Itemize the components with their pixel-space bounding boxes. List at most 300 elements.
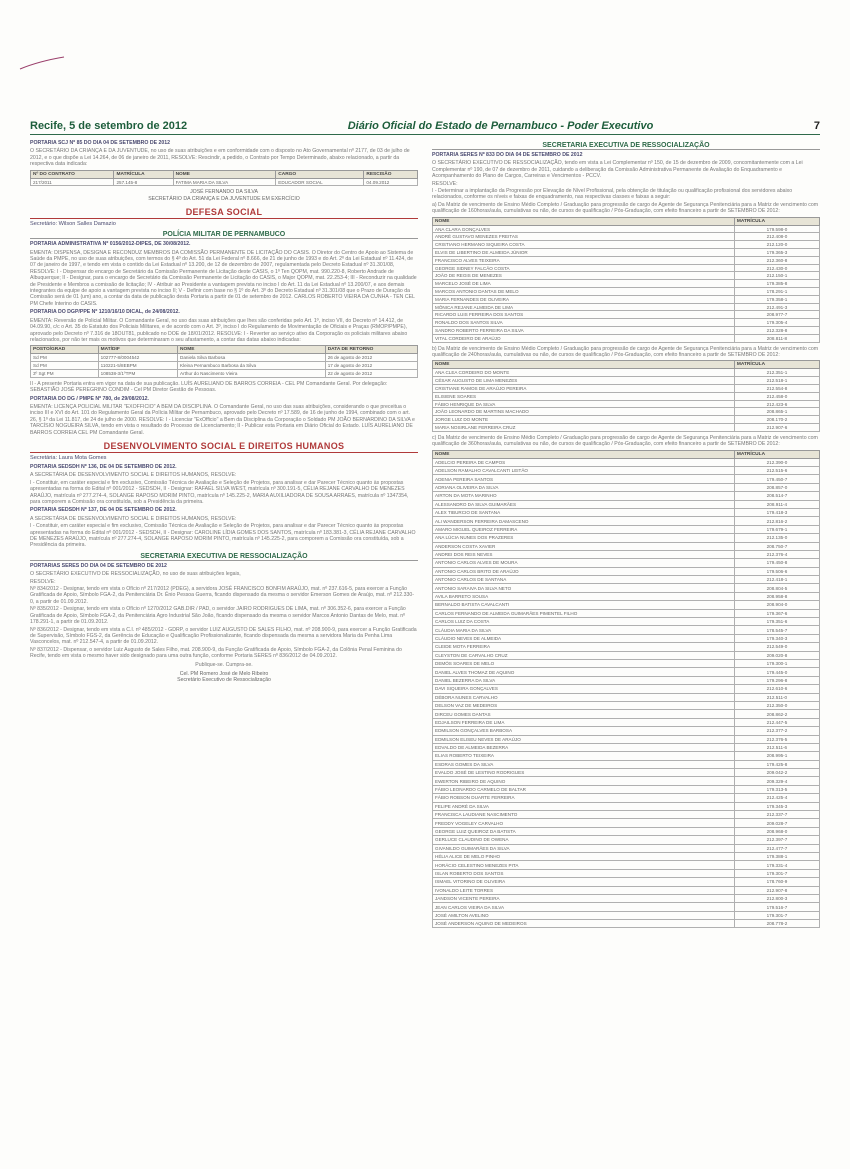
- name-cell: MARIA FERNANDES DE OLIVEIRA: [433, 295, 735, 303]
- matricula-cell: 212.816-2: [734, 517, 819, 525]
- name-cell: ELIAS ROBERTO TEIXEIRA: [433, 752, 735, 760]
- pm-header-return: DATA DE RETORNO: [325, 346, 417, 354]
- table-row: [433, 710, 820, 718]
- table-row: [433, 836, 820, 844]
- name-cell: ALESSANDRO DA SILVA GUIMARÃES: [433, 500, 735, 508]
- table-row: [433, 377, 820, 385]
- table-row: [433, 319, 820, 327]
- name-cell: JOÃO DE REGIS DE MENEZES: [433, 272, 735, 280]
- name-cell: JOSÉ AMILTON AVELINO: [433, 911, 735, 919]
- table-row: [433, 752, 820, 760]
- name-cell: AMARO MIGUEL QUEIROZ FERREIRA: [433, 525, 735, 533]
- table-row: [433, 559, 820, 567]
- table-row: [433, 643, 820, 651]
- page-header: [30, 120, 820, 135]
- portaria-body: EMENTA: Reversão de Policial Militar. O Comandante Geral, no uso das suas atribuições que lhes são conferidas pelo Art. 1º, inciso VII, do Decreto nº 14.412, de 04.09.90, c/c o Art. 35 do Estatuto dos Policiais Militares, e de acordo com o Art. 3º, inciso I do Regulamento de Movimentação de Oficiais e Praças (RMOP/PMPE), aprovado pelo Decreto nº 7.316 de 18OUT81, publicado no DOE de 18/01/2012. RESOLVE: I - Reverter ao serviço ativo da Corporação os policiais militares abaixo relacionados, por não ter mais os motivos que determinaram o seu afastamento, a contar das datas abaixo indicadas:: [30, 317, 408, 343]
- matricula-cell: 212.408-0: [734, 233, 819, 241]
- table-row: [433, 249, 820, 257]
- matricula-cell: 179.388-1: [734, 852, 819, 860]
- name-cell: JANDSON VICENTE PEREIRA: [433, 894, 735, 902]
- table-row: [433, 483, 820, 491]
- section-title-desenvolvimento-social: DESENVOLVIMENTO SOCIAL E DIREITOS HUMANOS: [30, 441, 418, 453]
- matricula-cell: 212.376-4: [734, 550, 819, 558]
- name-cell: ISMAEL VITORINO DE OLIVEIRA: [433, 878, 735, 886]
- matricula-cell: 209.020-8: [734, 651, 819, 659]
- table-row: [433, 272, 820, 280]
- table-row: [433, 424, 820, 432]
- name-cell: ANA LÚCIA NUNES DOS PRAZERES: [433, 534, 735, 542]
- matricula-cell: 179.358-1: [734, 295, 819, 303]
- name-cell: ANTONIO SARAIVA DA SILVA NETO: [433, 584, 735, 592]
- table-row: [433, 280, 820, 288]
- matricula-cell: 179.301-7: [734, 869, 819, 877]
- table-row: [433, 760, 820, 768]
- table-row: [433, 811, 820, 819]
- table-row: [433, 550, 820, 558]
- section-title-ressocializacao: SECRETARIA EXECUTIVA DE RESSOCIALIZAÇÃO: [432, 142, 820, 150]
- table-row: [433, 303, 820, 311]
- portaria-body: I - Constituir, em caráter especial e fim exclusivo, Comissão Técnica de Avaliação e Seleção de Projetos, para analisar e dar Parecer Técnico quanto às propostas apresentadas na forma do Edital nº 001/2012 - SEDSDH, II - Designar: CAROLINE LÍDIA GOMES DOS SANTOS, matrícula nº 183.381-3, CÉLIA REJANE CARVALHO DE MENEZES ARAÚJO, matrícula nº 277.274-4, SOLANGE RAPOSO MORIM PINTO, matrícula nº 145.225-2, para comporem a Comissão ora constituída, sob a Presidência da primeira.: [30, 523, 416, 549]
- name-cell: ANA CLARA GONÇALVES: [433, 225, 735, 233]
- table-row: [433, 743, 820, 751]
- name-cell: ALI WANDERSON FERREIRA DAMASCENO: [433, 517, 735, 525]
- name-cell: VITAL CORDEIRO DE ARAÚJO: [433, 334, 735, 342]
- name-cell: DANIEL BEZERRA DA SILVA: [433, 676, 735, 684]
- portaria-item: Nº 837/2012 - Dispensar, o servidor Luiz Augusto de Sales Filho, mat. 208.900-9, da Função Gratificada de Apoio, Símbolo FGA-2, da Colônia Penal Feminina do Recife, tendo em vista o mesmo haver sido designado para uma outra função, conforme Portaria SERES nº 836/2012 de 04.09.2012.: [30, 646, 402, 660]
- matricula-cell: 179.679-1: [734, 525, 819, 533]
- name-cell: BERNALDO BATISTA CAVALCANTI: [433, 601, 735, 609]
- name-cell: EDJAILSON FERREIRA DE LIMA: [433, 718, 735, 726]
- name-cell: DEMÓS SOARES DE MELO: [433, 659, 735, 667]
- matricula-cell: 179.340-3: [734, 634, 819, 642]
- table-row: [31, 178, 418, 186]
- matricula-cell: 212.518-1: [734, 377, 819, 385]
- name-cell: JOÃO LEONARDO DE MARTINS MACHADO: [433, 408, 735, 416]
- pm-header-rank: POSTO/GRAD: [31, 346, 99, 354]
- matricula-cell: 208.977-7: [734, 311, 819, 319]
- matricula-cell: 178.545-7: [734, 626, 819, 634]
- matricula-cell: 212.150-1: [734, 272, 819, 280]
- table-row: [433, 256, 820, 264]
- table-row: [433, 911, 820, 919]
- table-row: [433, 233, 820, 241]
- portaria-item: Nº 836/2012 - Designar, tendo em vista a C.I. nº 485/2012 - GDRP, o servidor LUIZ AUGUSTO DE SALES FILHO, mat. nº 208.900-9, para exercer a Função Gratificada de Supervisão, Símbolo FGS-2, da Gerência de Educação e Qualificação Profissionalizante, ficando dispensada da mesma a servidora Maria da Penha Lima Vasconcelos, mat. nº 212.547-4, a partir de 01.09.2012.: [30, 626, 417, 646]
- name-cell: ANTONIO CARLOS DE SANTANA: [433, 576, 735, 584]
- matricula-cell: 208.862-2: [734, 710, 819, 718]
- portaria-body: EMENTA: LICENÇA POLICIAL MILITAR "EXOFFICIO" A BEM DA DISCIPLINA. O Comandante Geral, no uso das suas atribuições, considerando o que preceitua o inciso III e XVI do Art. 101 do Regulamento Geral da Polícia Militar de Pernambuco, aprovado pelo Decreto nº 17.589, de 16 de junho de 1994, combinado com o art. 26, § 1º da Lei 11.817, de 24 de julho de 2000. RESOLVE: I - Licenciar "ExOfficio" a Bem da Disciplina da Corporação o Soldado PM JOÃO BERNARDINO DA SILVA e TARCÍSIO NOGUEIRA SILVA, tendo em vista o resultado do Processo de Licenciamento; II - Publicar esta Portaria em Diário Oficial do Estado. LUÍS AURELIANO DE BARROS CORREIA CEL PM Comandante Geral.: [30, 403, 415, 436]
- name-cell: HÉLIA ALICE DE MELO PINHO: [433, 852, 735, 860]
- name-cell: EDVALDO DE ALMEIDA BEZERRA: [433, 743, 735, 751]
- table-row: [433, 718, 820, 726]
- name-cell: ELVIS DE LIBERTINO DE ALMEIDA JÚNIOR: [433, 249, 735, 257]
- table-a: [432, 217, 820, 343]
- table-cell: 257.145-8: [114, 178, 173, 186]
- matricula-cell: 208.804-5: [734, 584, 819, 592]
- table-row: [433, 869, 820, 877]
- matricula-cell: 212.491-3: [734, 303, 819, 311]
- table-row: [433, 416, 820, 424]
- name-cell: CLÁUDIO NEVES DE ALMEIDA: [433, 634, 735, 642]
- table-row: [433, 525, 820, 533]
- table-row: [31, 369, 418, 377]
- matricula-cell: 179.425-8: [734, 760, 819, 768]
- signature-block: [30, 671, 418, 684]
- matricula-cell: 212.377-2: [734, 727, 819, 735]
- name-cell: ANA CLEA CORDEIRO DO MONTE: [433, 369, 735, 377]
- name-cell: ALEX TIBURCIO DE SANTANA: [433, 508, 735, 516]
- table-cell: Kleina Pernambuco Barbosa da Silva: [178, 362, 326, 370]
- table-cell: 22 de agosto de 2012: [325, 369, 417, 377]
- contract-header-number: Nº DO CONTRATO: [31, 170, 114, 178]
- name-cell: EVALDO JOSÉ DE LESTINO RODRIGUES: [433, 769, 735, 777]
- table-row: [433, 651, 820, 659]
- matricula-cell: 212.376-5: [734, 735, 819, 743]
- portaria-item: Nº 834/2012 - Designar, tendo em vista o Ofício nº 217/2012 (PDEG), a servidora JOSÉ FRANCISCO BONFIM ARAÚJO, mat. nº 237.616-5, para exercer a Função Gratificada de Apoio, Símbolo FGA-2, da Penitenciária Dr. Ênio Pessoa Guerra, ficando dispensado da mesma o servidor Emerson Gomes de Araújo, mat. nº 212.330-0, a partir de 01.09.2012.: [30, 586, 414, 605]
- portaria-scj-body: O SECRETÁRIO DA CRIANÇA E DA JUVENTUDE, no uso de suas atribuições e em conformidade com o disposto no Ato Governamental nº 2177, de 03 de julho de 2012, e o que dispõe a Lei 14.264, de 06 de janeiro de 2011, RESOLVE: Rescindir, a pedido, o Contrato por Tempo Determinado, abaixo relacionado, a partir da respectiva data indicada:: [30, 148, 410, 168]
- matricula-cell: 212.328-8: [734, 327, 819, 335]
- matricula-cell: 208.958-8: [734, 592, 819, 600]
- table-cell: Sd PM: [31, 362, 99, 370]
- matricula-cell: 208.811-8: [734, 334, 819, 342]
- table-cell: Daniela Silva Barbosa: [178, 354, 326, 362]
- name-cell: JORGE LUIZ DO MONTE: [433, 416, 735, 424]
- matricula-cell: 179.331-4: [734, 861, 819, 869]
- subsection-title-policia-militar: POLÍCIA MILITAR DE PERNAMBUCO: [30, 231, 418, 239]
- name-cell: SANDRO ROBERTO FERREIRA DA SILVA: [433, 327, 735, 335]
- table-row: [433, 735, 820, 743]
- matricula-cell: 212.477-7: [734, 844, 819, 852]
- name-cell: AIRTON DA MOTA MARINHO: [433, 492, 735, 500]
- name-cell: RICARDO LUIS FERREIRA DOS SANTOS: [433, 311, 735, 319]
- matricula-cell: 179.351-6: [734, 618, 819, 626]
- portaria-body: I - Constituir, em caráter especial e fim exclusivo, Comissão Técnica de Avaliação e Seleção de Projetos, para analisar e dar Parecer Técnico quanto às propostas apresentadas na forma do Edital nº 001/2012 - SEDSDH, II - Designar: RAFAEL SILVA WEST, matrícula nº 300.191-5, CÉLIA REJANE CARVALHO DE MENEZES ARAÚJO, matrícula nº 277.274-4, SOLANGE RAPOSO MORIM PINTO, matrícula nº 145.225-2, MARIA AUXILIADORA DE SOUSA ARRAES, matrícula nº 1347354, para comporem a Comissão ora constituída, sob a Presidência da primeira.: [30, 479, 409, 505]
- left-column: [30, 138, 418, 931]
- name-cell: CARLOS LUIZ DA COSTA: [433, 618, 735, 626]
- matricula-cell: 179.305-4: [734, 319, 819, 327]
- name-cell: ADENIA PEREIRA SANTOS: [433, 475, 735, 483]
- name-cell: ANDRÉ GUSTAVO MENEZES FREITAS: [433, 233, 735, 241]
- table-row: [433, 392, 820, 400]
- table-c: [432, 450, 820, 929]
- table-cell: 3º Sgt PM: [31, 369, 99, 377]
- table-row: [433, 475, 820, 483]
- name-cell: FÁBIO LEONARDO CARMELO DE BALTAR: [433, 785, 735, 793]
- pm-header-name: NOME: [178, 346, 326, 354]
- table-row: [433, 903, 820, 911]
- table-cell: 26 de agosto de 2012: [325, 354, 417, 362]
- matricula-cell: 212.350-0: [734, 701, 819, 709]
- matricula-cell: 212.458-0: [734, 392, 819, 400]
- name-cell: MÔNICA REJANE ALMEIDA DE LIMA: [433, 303, 735, 311]
- name-cell: ANDERSON COSTA XAVIER: [433, 542, 735, 550]
- matricula-cell: 208.514-7: [734, 492, 819, 500]
- matricula-cell: 179.301-7: [734, 911, 819, 919]
- name-cell: CÉSAR AUGUSTO DE LIMA MENEZES: [433, 377, 735, 385]
- header-name: NOME: [433, 217, 735, 225]
- table-row: [433, 584, 820, 592]
- table-row: [433, 467, 820, 475]
- name-cell: FÁBIO HENRIQUE DA SILVA: [433, 400, 735, 408]
- table-row: [433, 492, 820, 500]
- table-row: [433, 920, 820, 928]
- matrix-b-text: b) Da Matriz de vencimento de Ensino Médio Completo / Graduação para progressão de cargo de Agente de Segurança Penitenciária para a Matriz de vencimento com qualificação de 240horas/aula, cumulativas ou não, de cursos de qualificação / Pós-Graduação, com efeito financeiro a partir de SETEMBRO DE 2012:: [432, 345, 819, 359]
- portaria-note: II - A presente Portaria entra em vigor na data de sua publicação. LUÍS AURELIANO DE BARROS CORREIA - CEL PM Comandante Geral. Por delegação: SEBASTIÃO JOSÉ PEREGRINO CONDIM - Cel PM Diretor Gestão de Pessoas.: [30, 380, 388, 394]
- section-title-defesa-social: DEFESA SOCIAL: [30, 207, 418, 219]
- matricula-cell: 212.430-0: [734, 264, 819, 272]
- name-cell: DÉBORA NUNES CARVALHO: [433, 693, 735, 701]
- name-cell: GERLUCE CLAUDINO DE OWENA: [433, 836, 735, 844]
- name-cell: ADELCIO PEREIRA DE CAMPOS: [433, 458, 735, 466]
- matricula-cell: 212.120-0: [734, 241, 819, 249]
- matricula-cell: 209.042-2: [734, 769, 819, 777]
- header-matricula: MATRÍCULA: [734, 217, 819, 225]
- portaria-body: EMENTA: DISPENSA, DESIGNA E RECONDUZ MEMBROS DA COMISSÃO PERMANENTE DE LICITAÇÃO DO CASIS. O Diretor do Centro de Apoio ao Sistema de Saúde da PMPE, no uso de suas atribuições, com termos do § 4º do Art. 51 da Lei Federal nº 8.666, de 21 de junho de 1993 e do Art. 2º da Lei Estadual nº 11.424, de 07 de janeiro de 1997, e tendo em vista o contido da Lei Estadual nº 13.200, de 12 de dezembro de 2007, regulamentada pelo Decreto Estadual nº 31.301/08, RESOLVE: I - Dispensar do encargo de Secretário da Comissão Permanente de Licitação deste CASIS, o 1º Ten QOPM, mat. 990.220-8, Roberto Andrade de Albuquerque; II - Designar, para o encargo de Secretário da Comissão Permanente de Licitação do CASIS, o Major QOPM, mat. 22.253-4; III - Reconduzir na qualidade de Presidente e Membros a comissão de licitação; IV - Atribuir ao Presidente a vantagem prevista no inciso I do Art. 11 da Lei Estadual nº 13.200/07, e aos demais integrantes da equipe de apoio a vantagem prevista no inciso II; V - Definir com base no § 1º do Art. 3º do Decreto Estadual nº 31.301/08 que o Prazo de Duração da Comissão será de 01 (um) ano, a contar da data de publicação desta Portaria a partir de 01 de setembro de 2012. CARLOS ROBERTO VIEIRA DA CUNHA - TEN CEL PM Chefe Interino do CASIS.: [30, 249, 417, 307]
- matricula-cell: 212.907-6: [734, 424, 819, 432]
- header-page-number: 7: [813, 120, 820, 132]
- matricula-cell: 212.554-8: [734, 385, 819, 393]
- matricula-cell: 212.351-1: [734, 369, 819, 377]
- table-row: [433, 264, 820, 272]
- pm-header-mat: MAT/DIF: [98, 346, 177, 354]
- name-cell: JEAN CARLOS VIEIRA DA SILVA: [433, 903, 735, 911]
- table-row: [433, 878, 820, 886]
- signature-block: [30, 189, 418, 202]
- matricula-cell: 212.390-0: [734, 458, 819, 466]
- portaria-body: O SECRETÁRIO EXECUTIVO DE RESSOCIALIZAÇÃO, tendo em vista a Lei Complementar nº 150, de 15 de dezembro de 2009, concomitantemente com a Lei Complementar nº 190, de 07 de dezembro de 2011, cuidando a deliberação da Comissão Administrativa Permanente de Avaliação do Enquadramento e Acompanhamento do Plano de Cargos, Carreiras e Vencimentos - PCCV.: [432, 160, 803, 180]
- name-cell: CRISTIANO HERMANO SIQUEIRA COSTA: [433, 241, 735, 249]
- name-cell: ESDRAS GOMES DA SILVA: [433, 760, 735, 768]
- portaria-title: PORTARIA SERES Nº 833 DO DIA 04 DE SETEMBRO DE 2012: [432, 152, 583, 158]
- name-cell: RONALDO DOS SANTOS SILVA: [433, 319, 735, 327]
- header-matricula: MATRÍCULA: [734, 450, 819, 458]
- name-cell: DIRCEU GOMES DANTAS: [433, 710, 735, 718]
- name-cell: FELIPE ANDRÉ DA SILVA: [433, 802, 735, 810]
- table-row: [433, 534, 820, 542]
- table-row: [433, 852, 820, 860]
- portaria-item: I - Determinar a implantação da Progressão por Elevação de Nível Profissional, pela obtenção de titulação ou qualificação profissional dos servidores abaixo relacionados, conforme os níveis e faixas de enquadramento, nas respectivas classes e faixas a seguir:: [432, 188, 793, 201]
- table-row: [433, 542, 820, 550]
- right-column: [432, 138, 820, 931]
- contract-header-matricula: MATRÍCULA: [114, 170, 173, 178]
- matricula-cell: 179.445-0: [734, 668, 819, 676]
- signature-role: SECRETÁRIO DA CRIANÇA E DA JUVENTUDE EM EXERCÍCIO: [148, 195, 300, 202]
- name-cell: MARIA NOSIRLANE FERREIRA CRUZ: [433, 424, 735, 432]
- matricula-cell: 212.337-7: [734, 811, 819, 819]
- table-row: [433, 861, 820, 869]
- name-cell: ELISIENE SOARES: [433, 392, 735, 400]
- matricula-cell: 209.028-7: [734, 819, 819, 827]
- table-row: [433, 769, 820, 777]
- portaria-item: Nº 835/2012 - Designar, tendo em vista o Ofício nº 1270/2012 GAB.DIR / PAD, o servidor JAIRO RODRIGUES DE LIMA, mat. nº 306.352-6, para exercer a Função Gratificada de Apoio, Símbolo FGA-2, da Penitenciária Agro Industrial São João, ficando dispensado da mesma o servidor Marcos Antonio Dantas de Melo, mat. nº 178.291-1, a partir de 01.09.2012.: [30, 606, 406, 626]
- name-cell: EDMILSON GONÇALVES BARBOSA: [433, 727, 735, 735]
- header-name: NOME: [433, 450, 735, 458]
- matricula-cell: 179.418-3: [734, 508, 819, 516]
- table-row: [433, 592, 820, 600]
- matricula-cell: 212.610-6: [734, 685, 819, 693]
- name-cell: FREDDY VOGELEY CARVALHO: [433, 819, 735, 827]
- subsection-title-ressocializacao: SECRETARIA EXECUTIVA DE RESSOCIALIZAÇÃO: [30, 553, 418, 561]
- matricula-cell: 208.778-2: [734, 920, 819, 928]
- table-cell: 217/2011: [31, 178, 114, 186]
- name-cell: FÁBIO ROBSON DUARTE FERREIRA: [433, 794, 735, 802]
- matrix-c-text: c) Da Matriz de vencimento de Ensino Médio Completo / Graduação para progressão de cargo de Agente de Segurança Penitenciária para a Matriz de vencimento com qualificação de 360horas/aula, cumulativas ou não, de cursos de qualificação / Pós-Graduação, com efeito financeiro a partir de SETEMBRO DE 2012:: [432, 434, 818, 448]
- portaria-title: PORTARIA SEDSDH Nº 136, DE 04 DE SETEMBRO DE 2012.: [30, 463, 177, 470]
- portaria-title: PORTARIA ADMINISTRATIVA Nº 0156/2012-DIPES, DE 30/08/2012.: [30, 241, 191, 248]
- header-date: Recife, 5 de setembro de 2012: [30, 120, 188, 132]
- table-row: [433, 701, 820, 709]
- name-cell: CLEYSTON DE CARVALHO CRUZ: [433, 651, 735, 659]
- table-row: [433, 241, 820, 249]
- table-row: [433, 609, 820, 617]
- table-row: [433, 369, 820, 377]
- table-row: [433, 659, 820, 667]
- matricula-cell: 212.549-0: [734, 643, 819, 651]
- table-row: [433, 727, 820, 735]
- table-row: [433, 794, 820, 802]
- table-row: [433, 601, 820, 609]
- table-row: [31, 354, 418, 362]
- table-row: [31, 362, 418, 370]
- table-b: [432, 360, 820, 431]
- name-cell: ADRIANA OLIVEIRA DA SILVA: [433, 483, 735, 491]
- name-cell: ANTONIO CARLOS ALVES DE MOURA: [433, 559, 735, 567]
- resolve-label: RESOLVE:: [432, 180, 458, 187]
- portaria-title: PORTARIA DO DGP/PPE Nº 1210/16/10 DICAL, de 24/08/2012.: [30, 309, 180, 316]
- pm-table: [30, 345, 418, 377]
- table-row: [433, 802, 820, 810]
- name-cell: MARCOS ANTONIO DANTAS DE MELO: [433, 288, 735, 296]
- matricula-cell: 179.313-5: [734, 785, 819, 793]
- section-secretary: Secretário: Wilson Salles Damazio: [30, 221, 116, 228]
- table-row: [433, 618, 820, 626]
- table-row: [433, 634, 820, 642]
- table-row: [433, 334, 820, 342]
- table-row: [433, 827, 820, 835]
- table-row: [433, 500, 820, 508]
- matricula-cell: 212.418-1: [734, 576, 819, 584]
- matrix-a-text: a) Da Matriz de vencimento de Ensino Médio Completo / Graduação para progressão de cargo de Agente de Segurança Penitenciária para a Matriz de vencimento com qualificação de 160horas/aula, cumulativas ou não, de cursos de qualificação / Pós-Graduação, com efeito financeiro a partir de SETEMBRO DE 2012:: [432, 201, 819, 215]
- table-cell: 102777-8/0004542: [98, 354, 177, 362]
- table-row: [433, 567, 820, 575]
- table-row: [433, 576, 820, 584]
- table-cell: EDUCADOR SOCIAL: [276, 178, 364, 186]
- matricula-cell: 178.291-1: [734, 288, 819, 296]
- matricula-cell: 212.511-0: [734, 693, 819, 701]
- name-cell: DANIEL ALVES THOMAZ DE AQUINO: [433, 668, 735, 676]
- matricula-cell: 212.397-7: [734, 836, 819, 844]
- name-cell: GEORGE LUIZ QUEIROZ DA BATISTA: [433, 827, 735, 835]
- matricula-cell: 179.450-8: [734, 559, 819, 567]
- matricula-cell: 179.450-7: [734, 475, 819, 483]
- portaria-title: PORTARIA DO DG / PMPE Nº 780, de 29/08/2012.: [30, 395, 149, 402]
- name-cell: EWERTON RIBEIRO DE AQUINO: [433, 777, 735, 785]
- header-name: NOME: [433, 361, 735, 369]
- signature-name: Cel. PM Romero José de Melo Ribeiro: [179, 670, 269, 677]
- table-row: [433, 693, 820, 701]
- matricula-cell: 209.329-4: [734, 777, 819, 785]
- name-cell: FRANCISCO ALVES TEIXEIRA: [433, 256, 735, 264]
- table-row: [433, 517, 820, 525]
- table-row: [433, 626, 820, 634]
- matricula-cell: 212.515-6: [734, 467, 819, 475]
- table-row: [433, 844, 820, 852]
- portaria-title: PORTARIAS SERES DO DIA 04 DE SETEMBRO DE 2012: [30, 562, 167, 569]
- name-cell: GIVANILDO GUIMARÃES DA SILVA: [433, 844, 735, 852]
- matricula-cell: 179.365-3: [734, 249, 819, 257]
- name-cell: GEORGE SIDNEY FALCÃO COSTA: [433, 264, 735, 272]
- table-row: [433, 777, 820, 785]
- contract-table: [30, 170, 418, 187]
- publish-note: Publique-se. Cumpra-se.: [195, 661, 253, 668]
- matricula-cell: 179.516-7: [734, 903, 819, 911]
- name-cell: ADELSON RAMALHO CAVALCANTI LEITÃO: [433, 467, 735, 475]
- contract-header-rescission: RESCISÃO: [364, 170, 418, 178]
- matricula-cell: 208.865-1: [734, 408, 819, 416]
- matricula-cell: 179.598-0: [734, 225, 819, 233]
- matricula-cell: 179.506-6: [734, 567, 819, 575]
- resolve-label: RESOLVE:: [30, 578, 56, 585]
- name-cell: DAVI SIQUEIRA GONÇALVES: [433, 685, 735, 693]
- signature-name: JOSÉ FERNANDO DA SILVA: [190, 189, 258, 196]
- matricula-cell: 208.911-4: [734, 500, 819, 508]
- header-matricula: MATRÍCULA: [734, 361, 819, 369]
- table-cell: 110221-5/8EBPM: [98, 362, 177, 370]
- matricula-cell: 179.385-8: [734, 280, 819, 288]
- name-cell: DELSON VAZ DE MEDEIROS: [433, 701, 735, 709]
- name-cell: CARLOS FERNANDO DE ALMEIDA GUIMARÃES PIMENTEL FILHO: [433, 609, 735, 617]
- portaria-title: PORTARIA SEDSDH Nº 137, DE 04 DE SETEMBRO DE 2012.: [30, 507, 177, 514]
- matricula-cell: 212.360-8: [734, 256, 819, 264]
- name-cell: ISLAN ROBERTO DOS SANTOS: [433, 869, 735, 877]
- name-cell: FRANCISCA LAUDIANE NASCIMENTO: [433, 811, 735, 819]
- matricula-cell: 208.170-2: [734, 416, 819, 424]
- header-journal-title: Diário Oficial do Estado de Pernambuco - Poder Executivo: [347, 120, 654, 132]
- contract-header-name: NOME: [173, 170, 276, 178]
- name-cell: IVONALDO LEITE TORRES: [433, 886, 735, 894]
- table-row: [433, 685, 820, 693]
- table-row: [433, 819, 820, 827]
- matricula-cell: 212.423-6: [734, 400, 819, 408]
- newspaper-page: [30, 120, 820, 1120]
- matricula-cell: 179.300-1: [734, 659, 819, 667]
- table-row: [433, 785, 820, 793]
- table-row: [433, 400, 820, 408]
- table-cell: 17 de agosto de 2012: [325, 362, 417, 370]
- table-row: [433, 458, 820, 466]
- section-secretary: Secretária: Laura Mota Gomes: [30, 454, 107, 461]
- matricula-cell: 179.345-3: [734, 802, 819, 810]
- matricula-cell: 208.968-0: [734, 827, 819, 835]
- matricula-cell: 212.907-8: [734, 886, 819, 894]
- portaria-lead: A SECRETÁRIA DE DESENVOLVIMENTO SOCIAL E DIREITOS HUMANOS, RESOLVE:: [30, 515, 237, 522]
- matricula-cell: 208.750-7: [734, 542, 819, 550]
- table-row: [433, 676, 820, 684]
- matricula-cell: 208.904-0: [734, 601, 819, 609]
- table-row: [433, 295, 820, 303]
- table-row: [433, 327, 820, 335]
- pen-mark-icon: [18, 55, 66, 71]
- table-cell: FATIMA MARIA DA SILVA: [173, 178, 276, 186]
- name-cell: HORÁCIO CELESTINO MENEZES PITA: [433, 861, 735, 869]
- table-row: [433, 225, 820, 233]
- table-row: [433, 408, 820, 416]
- matricula-cell: 212.447-5: [734, 718, 819, 726]
- table-row: [433, 886, 820, 894]
- table-row: [433, 311, 820, 319]
- portaria-lead: A SECRETÁRIA DE DESENVOLVIMENTO SOCIAL E DIREITOS HUMANOS, RESOLVE:: [30, 472, 237, 479]
- name-cell: AVILA BARRETO SOUSA: [433, 592, 735, 600]
- name-cell: JOSÉ ANDERSON AQUINO DE MEDEIROS: [433, 920, 735, 928]
